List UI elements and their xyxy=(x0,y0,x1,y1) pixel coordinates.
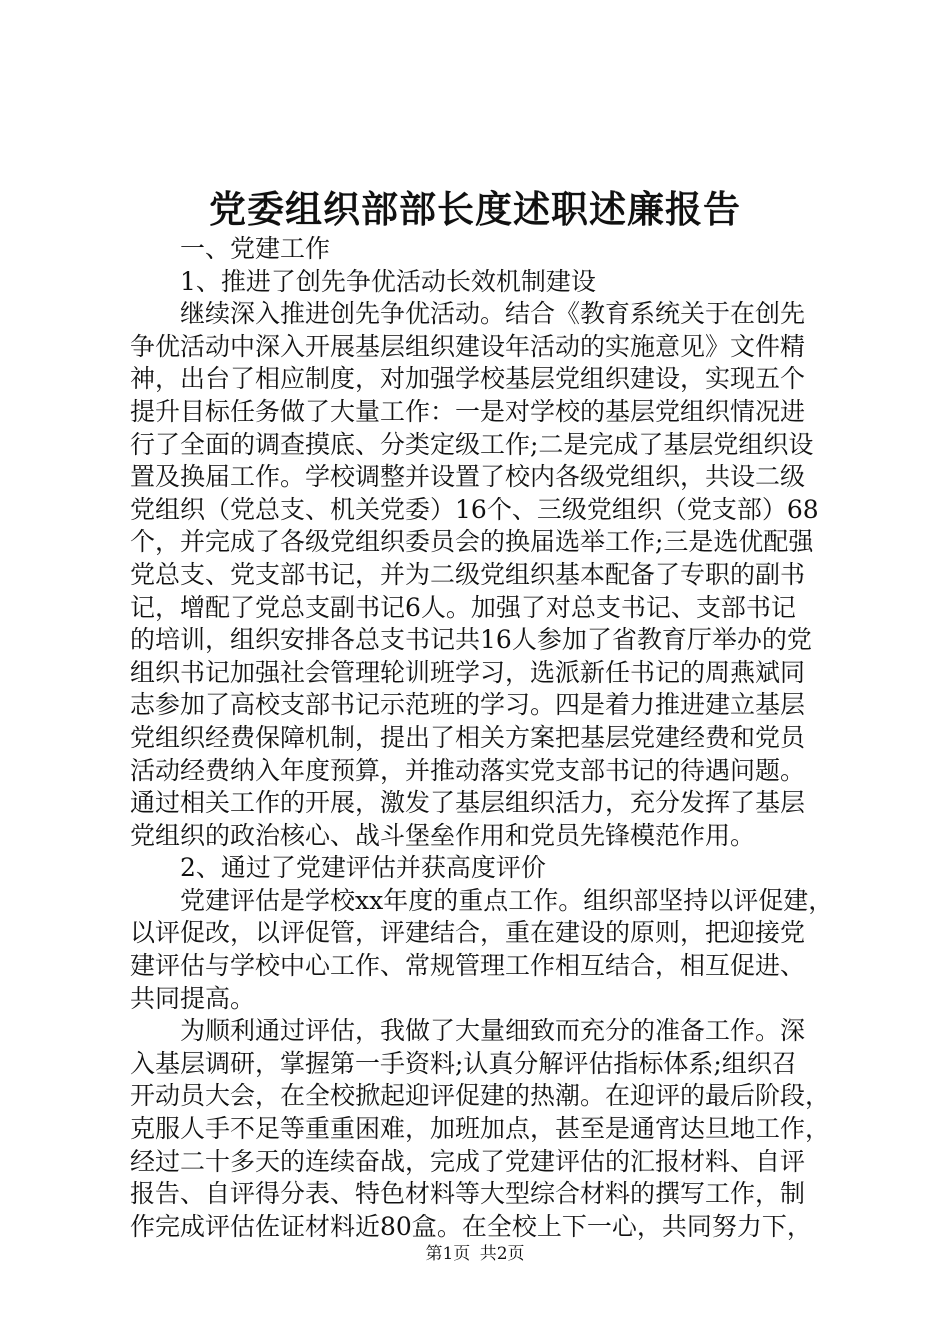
text-line: 争优活动中深入开展基层组织建设年活动的实施意见》文件精 xyxy=(130,331,806,361)
text-line: 经过二十多天的连续奋战，完成了党建评估的汇报材料、自评 xyxy=(130,1146,806,1176)
text-line: 以评促改，以评促管，评建结合，重在建设的原则，把迎接党 xyxy=(130,918,806,948)
text-line: 入基层调研，掌握第一手资料;认真分解评估指标体系;组织召 xyxy=(130,1048,797,1078)
text-line: 志参加了高校支部书记示范班的学习。四是着力推进建立基层 xyxy=(130,690,806,720)
text-line: 建评估与学校中心工作、常规管理工作相互结合，相互促进、 xyxy=(130,951,806,981)
text-line: 党总支、党支部书记，并为二级党组织基本配备了专职的副书 xyxy=(130,559,806,589)
text-line: 通过相关工作的开展，激发了基层组织活力，充分发挥了基层 xyxy=(130,788,806,818)
text-line: 共同提高。 xyxy=(130,983,256,1013)
text-line: 一、党建工作 xyxy=(180,234,331,263)
text-line: 党组织（党总支、机关党委）16个、三级党组织（党支部）68 xyxy=(130,494,819,524)
text-line: 行了全面的调查摸底、分类定级工作;二是完成了基层党组织设 xyxy=(130,429,814,459)
text-line: 党组织的政治核心、战斗堡垒作用和党员先锋模范作用。 xyxy=(130,820,756,850)
text-line: 活动经费纳入年度预算，并推动落实党支部书记的待遇问题。 xyxy=(130,755,806,785)
document-title: 党委组织部部长度述职述廉报告 xyxy=(209,187,741,231)
document-body xyxy=(130,233,842,1243)
page-number: 第1页 xyxy=(425,1244,471,1264)
text-line: 作完成评估佐证材料近80盒。在全校上下一心，共同努力下， xyxy=(130,1211,812,1241)
text-line: 神，出台了相应制度，对加强学校基层党组织建设，实现五个 xyxy=(130,364,806,394)
text-line: 为顺利通过评估，我做了大量细致而充分的准备工作。深 xyxy=(180,1016,806,1046)
text-line: 继续深入推进创先争优活动。结合《教育系统关于在创先 xyxy=(180,299,806,329)
text-line: 报告、自评得分表、特色材料等大型综合材料的撰写工作，制 xyxy=(130,1179,806,1209)
text-line: 个，并完成了各级党组织委员会的换届选举工作;三是选优配强 xyxy=(130,527,814,557)
text-line: 1、推进了创先争优活动长效机制建设 xyxy=(180,266,596,296)
page-total: 共2页 xyxy=(479,1244,525,1264)
text-line: 开动员大会，在全校掀起迎评促建的热潮。在迎评的最后阶段， xyxy=(130,1081,831,1111)
text-line: 提升目标任务做了大量工作：一是对学校的基层党组织情况进 xyxy=(130,396,806,426)
text-line: 党建评估是学校xx年度的重点工作。组织部坚持以评促建， xyxy=(180,885,834,915)
text-line: 的培训，组织安排各总支书记共16人参加了省教育厅举办的党 xyxy=(130,625,812,655)
text-line: 记，增配了党总支副书记6人。加强了对总支书记、支部书记 xyxy=(130,592,796,622)
text-line: 2、通过了党建评估并获高度评价 xyxy=(180,853,546,883)
page-footer xyxy=(0,1243,950,1265)
text-line: 组织书记加强社会管理轮训班学习，选派新任书记的周燕斌同 xyxy=(130,657,806,687)
text-line: 置及换届工作。学校调整并设置了校内各级党组织，共设二级 xyxy=(130,462,806,492)
text-line: 克服人手不足等重重困难，加班加点，甚至是通宵达旦地工作， xyxy=(130,1114,831,1144)
text-line: 党组织经费保障机制，提出了相关方案把基层党建经费和党员 xyxy=(130,722,806,752)
